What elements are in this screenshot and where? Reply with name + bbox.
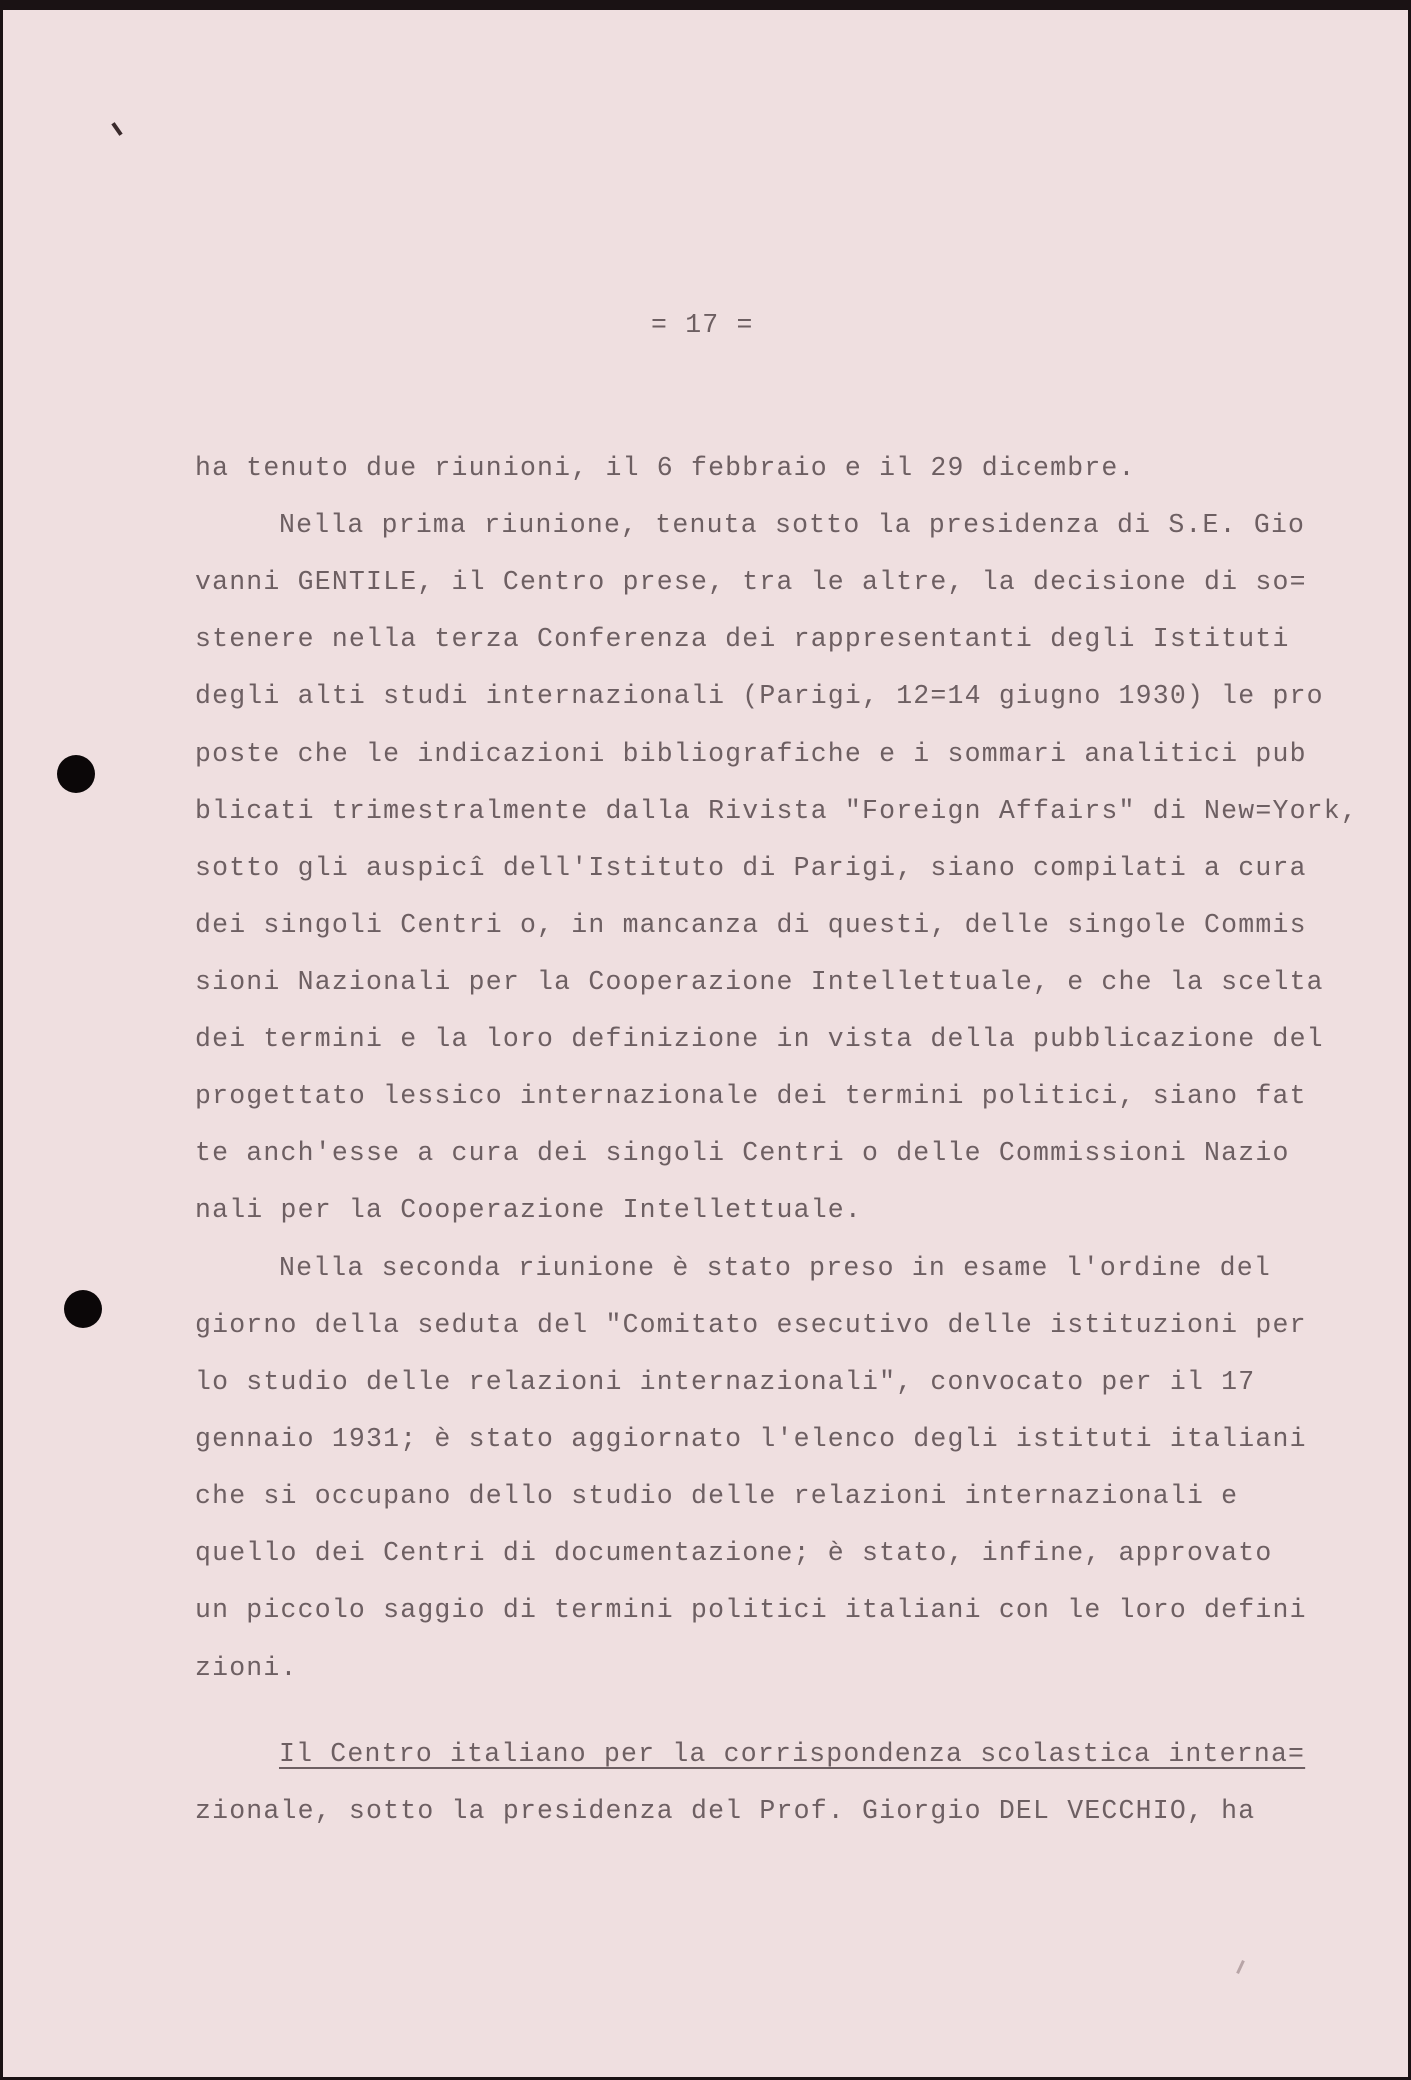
margin-tick-mark bbox=[111, 122, 122, 136]
text-line: sioni Nazionali per la Cooperazione Intellettuale, e che la scelta bbox=[195, 967, 1324, 997]
punch-hole-lower bbox=[64, 1290, 102, 1328]
text-line: nali per la Cooperazione Intellettuale. bbox=[195, 1195, 863, 1225]
text-line: dei termini e la loro definizione in vista della pubblicazione del bbox=[195, 1024, 1324, 1054]
document-page bbox=[3, 10, 1408, 2077]
punch-hole-upper bbox=[57, 755, 95, 793]
text-line: blicati trimestralmente dalla Rivista "Foreign Affairs" di New=York, bbox=[195, 796, 1358, 826]
section-title-line: Il Centro italiano per la corrispondenza scolastica interna= bbox=[279, 1739, 1306, 1769]
text-line: giorno della seduta del "Comitato esecutivo delle istituzioni per bbox=[195, 1310, 1307, 1340]
text-line: dei singoli Centri o, in mancanza di questi, delle singole Commis bbox=[195, 910, 1307, 940]
text-line: un piccolo saggio di termini politici italiani con le loro defini bbox=[195, 1595, 1307, 1625]
text-line: Nella seconda riunione è stato preso in esame l'ordine del bbox=[279, 1253, 1271, 1283]
text-line: stenere nella terza Conferenza dei rappresentanti degli Istituti bbox=[195, 624, 1290, 654]
text-line: ha tenuto due riunioni, il 6 febbraio e il 29 dicembre. bbox=[195, 453, 1136, 483]
page-number: = 17 = bbox=[651, 310, 754, 340]
text-line: sotto gli auspicî dell'Istituto di Parigi, siano compilati a cura bbox=[195, 853, 1307, 883]
text-line: Nella prima riunione, tenuta sotto la presidenza di S.E. Gio bbox=[279, 510, 1306, 540]
text-line: gennaio 1931; è stato aggiornato l'elenco degli istituti italiani bbox=[195, 1424, 1307, 1454]
text-line: quello dei Centri di documentazione; è stato, infine, approvato bbox=[195, 1538, 1273, 1568]
text-line: zionale, sotto la presidenza del Prof. Giorgio DEL VECCHIO, ha bbox=[195, 1796, 1256, 1826]
text-line: degli alti studi internazionali (Parigi, 12=14 giugno 1930) le pro bbox=[195, 681, 1324, 711]
text-line: zioni. bbox=[195, 1653, 298, 1683]
text-line: te anch'esse a cura dei singoli Centri o delle Commissioni Nazio bbox=[195, 1138, 1290, 1168]
paper-mark bbox=[1236, 1960, 1245, 1974]
text-line: poste che le indicazioni bibliografiche e i sommari analitici pub bbox=[195, 739, 1307, 769]
text-line: vanni GENTILE, il Centro prese, tra le altre, la decisione di so= bbox=[195, 567, 1307, 597]
text-line: lo studio delle relazioni internazionali", convocato per il 17 bbox=[195, 1367, 1256, 1397]
text-line: che si occupano dello studio delle relazioni internazionali e bbox=[195, 1481, 1239, 1511]
text-line: progettato lessico internazionale dei termini politici, siano fat bbox=[195, 1081, 1307, 1111]
